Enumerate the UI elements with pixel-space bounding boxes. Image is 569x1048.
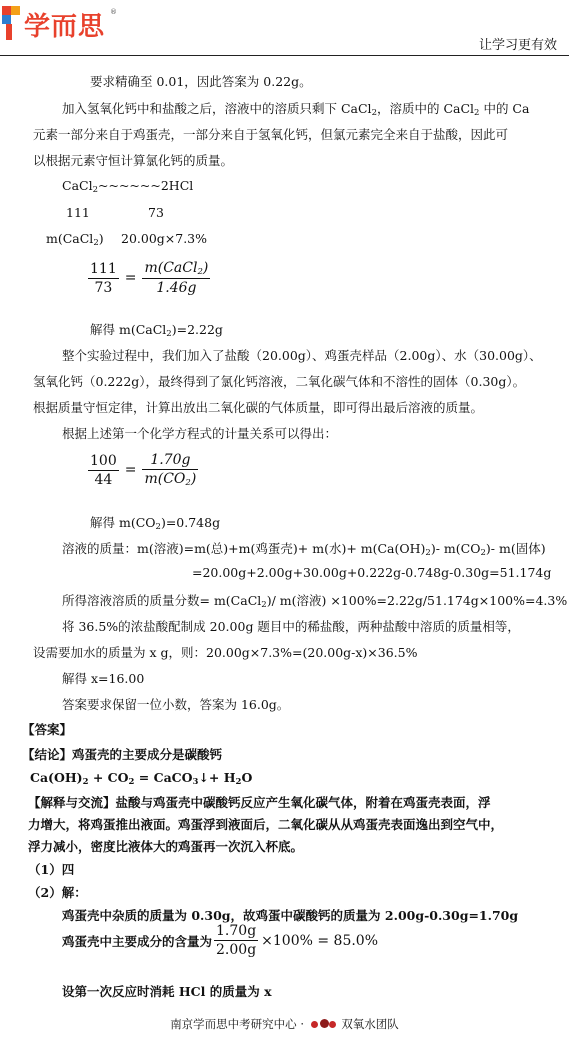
conclusion-line: 【结论】鸡蛋壳的主要成分是碳酸钙: [22, 747, 223, 762]
question-1-answer: （1）四: [28, 862, 75, 877]
molecule-icon: [310, 1018, 336, 1030]
answer-heading: 【答案】: [22, 722, 73, 737]
text-line: 将 36.5%的浓盐酸配制成 20.00g 题目中的稀盐酸，两种盐酸中溶质的质量相等，: [62, 619, 520, 634]
text-line: 氢氧化钙（0.222g），最终得到了氯化钙溶液，二氧化碳气体和不溶性的固体（0.30g）。: [33, 374, 526, 389]
text-line: 111: [66, 205, 90, 220]
content-fraction-line: 鸡蛋壳中主要成分的含量为 $\frac{1.70g}{2.00g}$ ×100% = 85.0%: [62, 923, 379, 958]
text-line: 根据质量守恒定律，计算出放出二氧化碳的气体质量，即可得出最后溶液的质量。: [33, 400, 484, 415]
footer-left-text: 南京学而思中考研究中心 ·: [170, 1017, 304, 1031]
footer-team-text: 双氧水团队: [341, 1017, 399, 1031]
text-line: m(CaCl$_2$): [46, 231, 104, 248]
text-line: 73: [148, 205, 164, 220]
solution-line: 鸡蛋壳中杂质的质量为 0.30g，故鸡蛋中碳酸钙的质量为 2.00g-0.30g=1.70g: [62, 908, 519, 923]
text-line: 整个实验过程中，我们加入了盐酸（20.00g）、鸡蛋壳样品（2.00g）、水（30.00g）、: [62, 348, 542, 363]
logo-text: 学而思: [24, 12, 106, 42]
question-2-label: （2）解：: [28, 885, 87, 900]
explanation-line: 力增大，将鸡蛋推出液面。鸡蛋浮到液面后，二氧化碳从从鸡蛋壳表面逸出到空气中，: [28, 817, 504, 832]
text-line: 以根据元素守恒计算氯化钙的质量。: [33, 153, 234, 168]
header-slogan: 让学习更有效: [478, 38, 557, 53]
header-divider: [0, 55, 569, 56]
equation-fraction: $\frac{100}{44}$ = $\frac{1.70g}{m(CO_2)}$: [90, 452, 197, 488]
solution-line: 设第一次反应时消耗 HCl 的质量为 x: [62, 984, 272, 999]
text-line: 溶液的质量：m(溶液)=m(总)+m(鸡蛋壳)+ m(水)+ $m(Ca(OH)_2)-$ $m(CO_2)-$ m(固体): [62, 541, 546, 558]
text-line: CaCl$_2$~~~~~~2HCl: [62, 178, 194, 195]
footer: [0, 1016, 569, 1032]
text-line: 20.00g×7.3%: [121, 231, 208, 246]
text-line: 设需要加水的质量为 x g，则：20.00g×7.3%=(20.00g-x)×36.5%: [33, 645, 418, 660]
logo-registered-mark: ®: [110, 8, 117, 16]
text-line: 加入氢氧化钙中和盐酸之后，溶液中的溶质只剩下 CaCl$_2$，溶质中的 CaCl$_2$ 中的 Ca: [62, 101, 530, 118]
text-line: 答案要求保留一位小数，答案为 16.0g。: [62, 697, 290, 712]
text-line: 元素一部分来自于鸡蛋壳，一部分来自于氢氧化钙，但氯元素完全来自于盐酸，因此可: [33, 127, 509, 142]
text-line: 要求精确至 0.01，因此答案为 0.22g。: [90, 74, 312, 89]
logo-mark-icon: [2, 6, 20, 42]
equation-fraction: $\frac{111}{73}$ = $\frac{m(CaCl_2)}{1.46g}$: [90, 260, 209, 296]
text-line: 根据上述第一个化学方程式的计量关系可以得出：: [62, 426, 338, 441]
explanation-line: 【解释与交流】盐酸与鸡蛋壳中碳酸钙反应产生氧化碳气体，附着在鸡蛋壳表面，浮: [28, 795, 491, 810]
text-line: 解得 x=16.00: [62, 671, 145, 686]
chemical-equation: $Ca(OH)_2 + CO_2$ = CaCO$_3$↓+ $H_2O$: [30, 770, 253, 787]
text-line: =20.00g+2.00g+30.00g+0.222g-0.748g-0.30g=51.174g: [192, 565, 552, 580]
text-line: 解得 $m(CO_2)=0.748g$: [90, 515, 221, 532]
text-line: 所得溶液溶质的质量分数= m(CaCl$_2$)/ m(溶液) ×100%=2.22g/51.174g×100%=4.3%: [62, 593, 568, 610]
text-line: 解得 m(CaCl$_2$)=2.22g: [90, 322, 223, 339]
explanation-line: 浮力减小，密度比液体大的鸡蛋再一次沉入杯底。: [28, 839, 304, 854]
